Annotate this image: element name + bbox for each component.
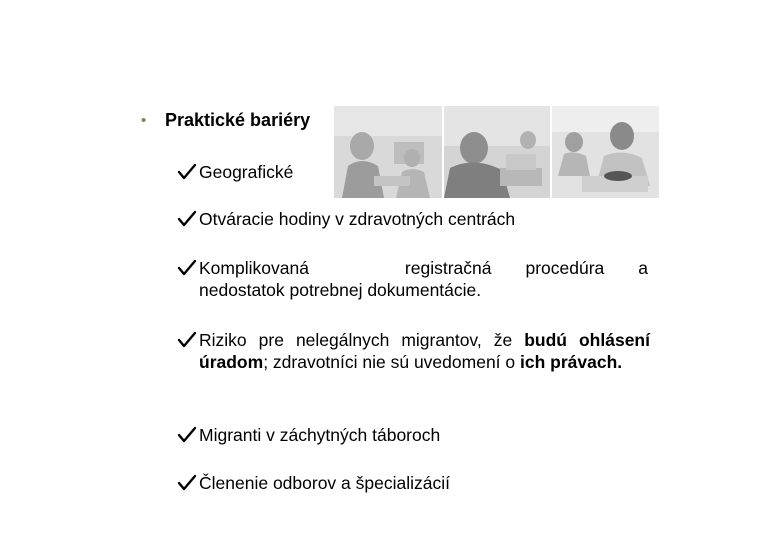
list-item-geograficke [176,161,650,183]
text-a: a [638,258,648,278]
text-riziko: Riziko pre nelegálnych migrantov, že [199,330,525,350]
checkmark-icon [176,257,198,279]
text-procedura: procedúra [525,258,605,278]
heading-praktické-bariéry: Praktické bariéry [165,110,311,130]
text-ich-pravach: ich právach. [520,352,623,372]
list-item-paragraph [176,329,650,373]
checkmark-icon [176,472,198,494]
text-komplikovana: Komplikovaná [199,258,309,278]
header-photo-strip [334,106,659,198]
list-item-text: Členenie odborov a špecializácií [199,473,450,493]
list-item-line-2: nedostatok potrebnej dokumentácie. [199,280,482,300]
text-zdravotnici: ; zdravotníci nie sú uvedomení o [263,352,520,372]
checkmark-icon [176,424,198,446]
list-item-registracna-procedura [176,257,650,301]
list-item-text: Migranti v záchytných táboroch [199,425,441,445]
bullet-marker: • [141,112,147,129]
checkmark-icon [176,329,198,351]
list-item-migranti [176,424,650,446]
photo-people-at-computers [334,106,442,198]
list-item-oteváracie-hodiny [176,208,650,230]
list-item-text: Otváracie hodiny v zdravotných centrách [199,209,516,229]
text-registracna: registračná [404,258,492,278]
list-item-riziko [176,329,650,373]
list-item-text: Geografické [199,162,294,182]
list-item-line-1 [176,257,650,279]
checkmark-icon [176,161,198,183]
text-budu-ohlaseni: budú ohlásení úradom [199,330,650,372]
list-item-clenenie [176,472,650,494]
photo-student-writing [552,106,659,198]
photo-person-at-laptop [444,106,550,198]
checkmark-icon [176,208,198,230]
